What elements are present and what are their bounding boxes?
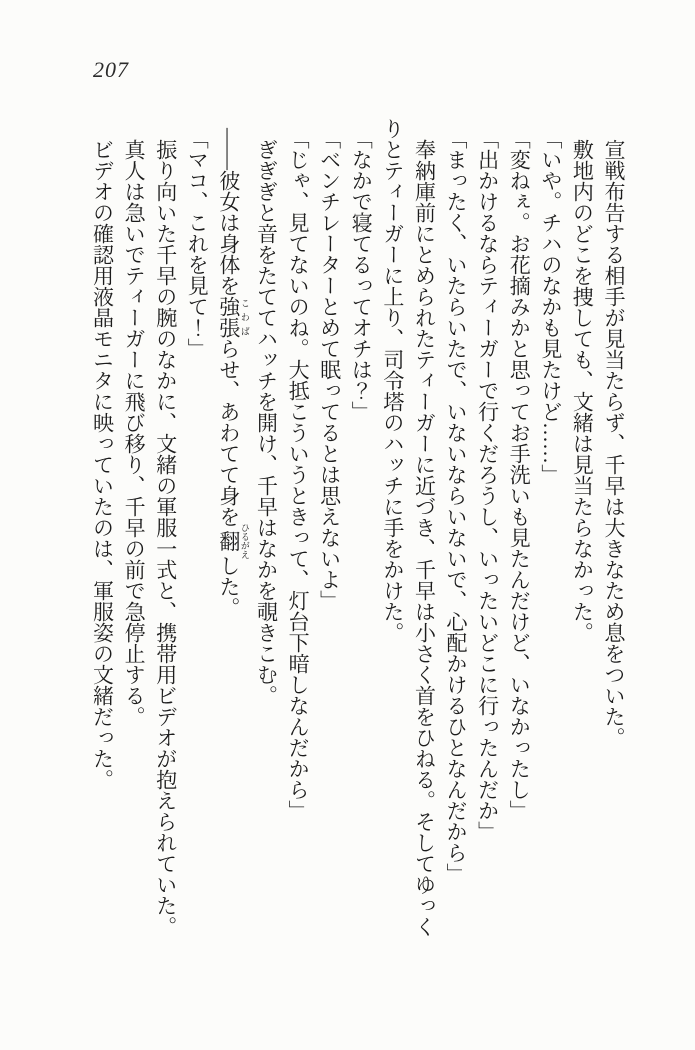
paragraph: 奉納庫前にとめられたティーガーに近づき、千早は小さく首をひねる。そしてゆっくりとティーガーに上り、司令塔のハッチに手をかけた。 [380, 118, 437, 937]
paragraph: ビデオの確認用液晶モニタに映っていたのは、軍服姿の文緒だった。 [90, 139, 115, 790]
paragraph: 真人は急いでティーガーに飛び移り、千早の前で急停止する。 [122, 139, 147, 727]
furigana: ひるがえ [239, 523, 250, 559]
paragraph: 敷地内のどこを捜しても、文緒は見当たらなかった。 [570, 139, 595, 643]
ruby-base: 翻 ひるがえ [216, 523, 250, 559]
text-block [84, 118, 629, 942]
ruby-base: 強張 こわば [216, 296, 250, 338]
paragraph: ぎぎぎと音をたててハッチを開け、千早はなかを覗きこむ。 [254, 139, 279, 706]
paragraph: 「出かけるならティーガーで行くだろうし、いったいどこに行ったんだか」 [475, 128, 500, 842]
paragraph: 「変ねぇ。お花摘みかと思ってお手洗いも見たんだけど、いなかったし」 [507, 128, 532, 821]
paragraph: 振り向いた千早の腕のなかに、文緒の軍服一式と、携帯用ビデオが抱えられていた。 [153, 139, 178, 937]
paragraph: 「なかで寝てるってオチは？」 [349, 128, 374, 422]
paragraph: 「まったく、いたらいたで、いないならいないで、心配かけるひとなんだから」 [444, 128, 469, 884]
paragraph: 「いや。チハのなかも見たけど……」 [538, 128, 563, 485]
page-number: 207 [93, 57, 129, 82]
furigana: こわば [239, 296, 250, 338]
paragraph: 宣戦布告する相手が見当たらず、千早は大きなため息をついた。 [602, 139, 626, 748]
paragraph: 「じゃ、見てないのね。大抵こういうときって、灯台下暗しなんだから」 [286, 128, 311, 821]
paragraph: ――彼女は身体を強張 こわばらせ、あわてて身を翻 ひるがえした。 [216, 128, 250, 618]
paragraph: 「ベンチレーターとめて眠ってるとは思えないよ」 [317, 128, 342, 611]
paragraph: 「マコ、これを見て！」 [185, 128, 210, 359]
